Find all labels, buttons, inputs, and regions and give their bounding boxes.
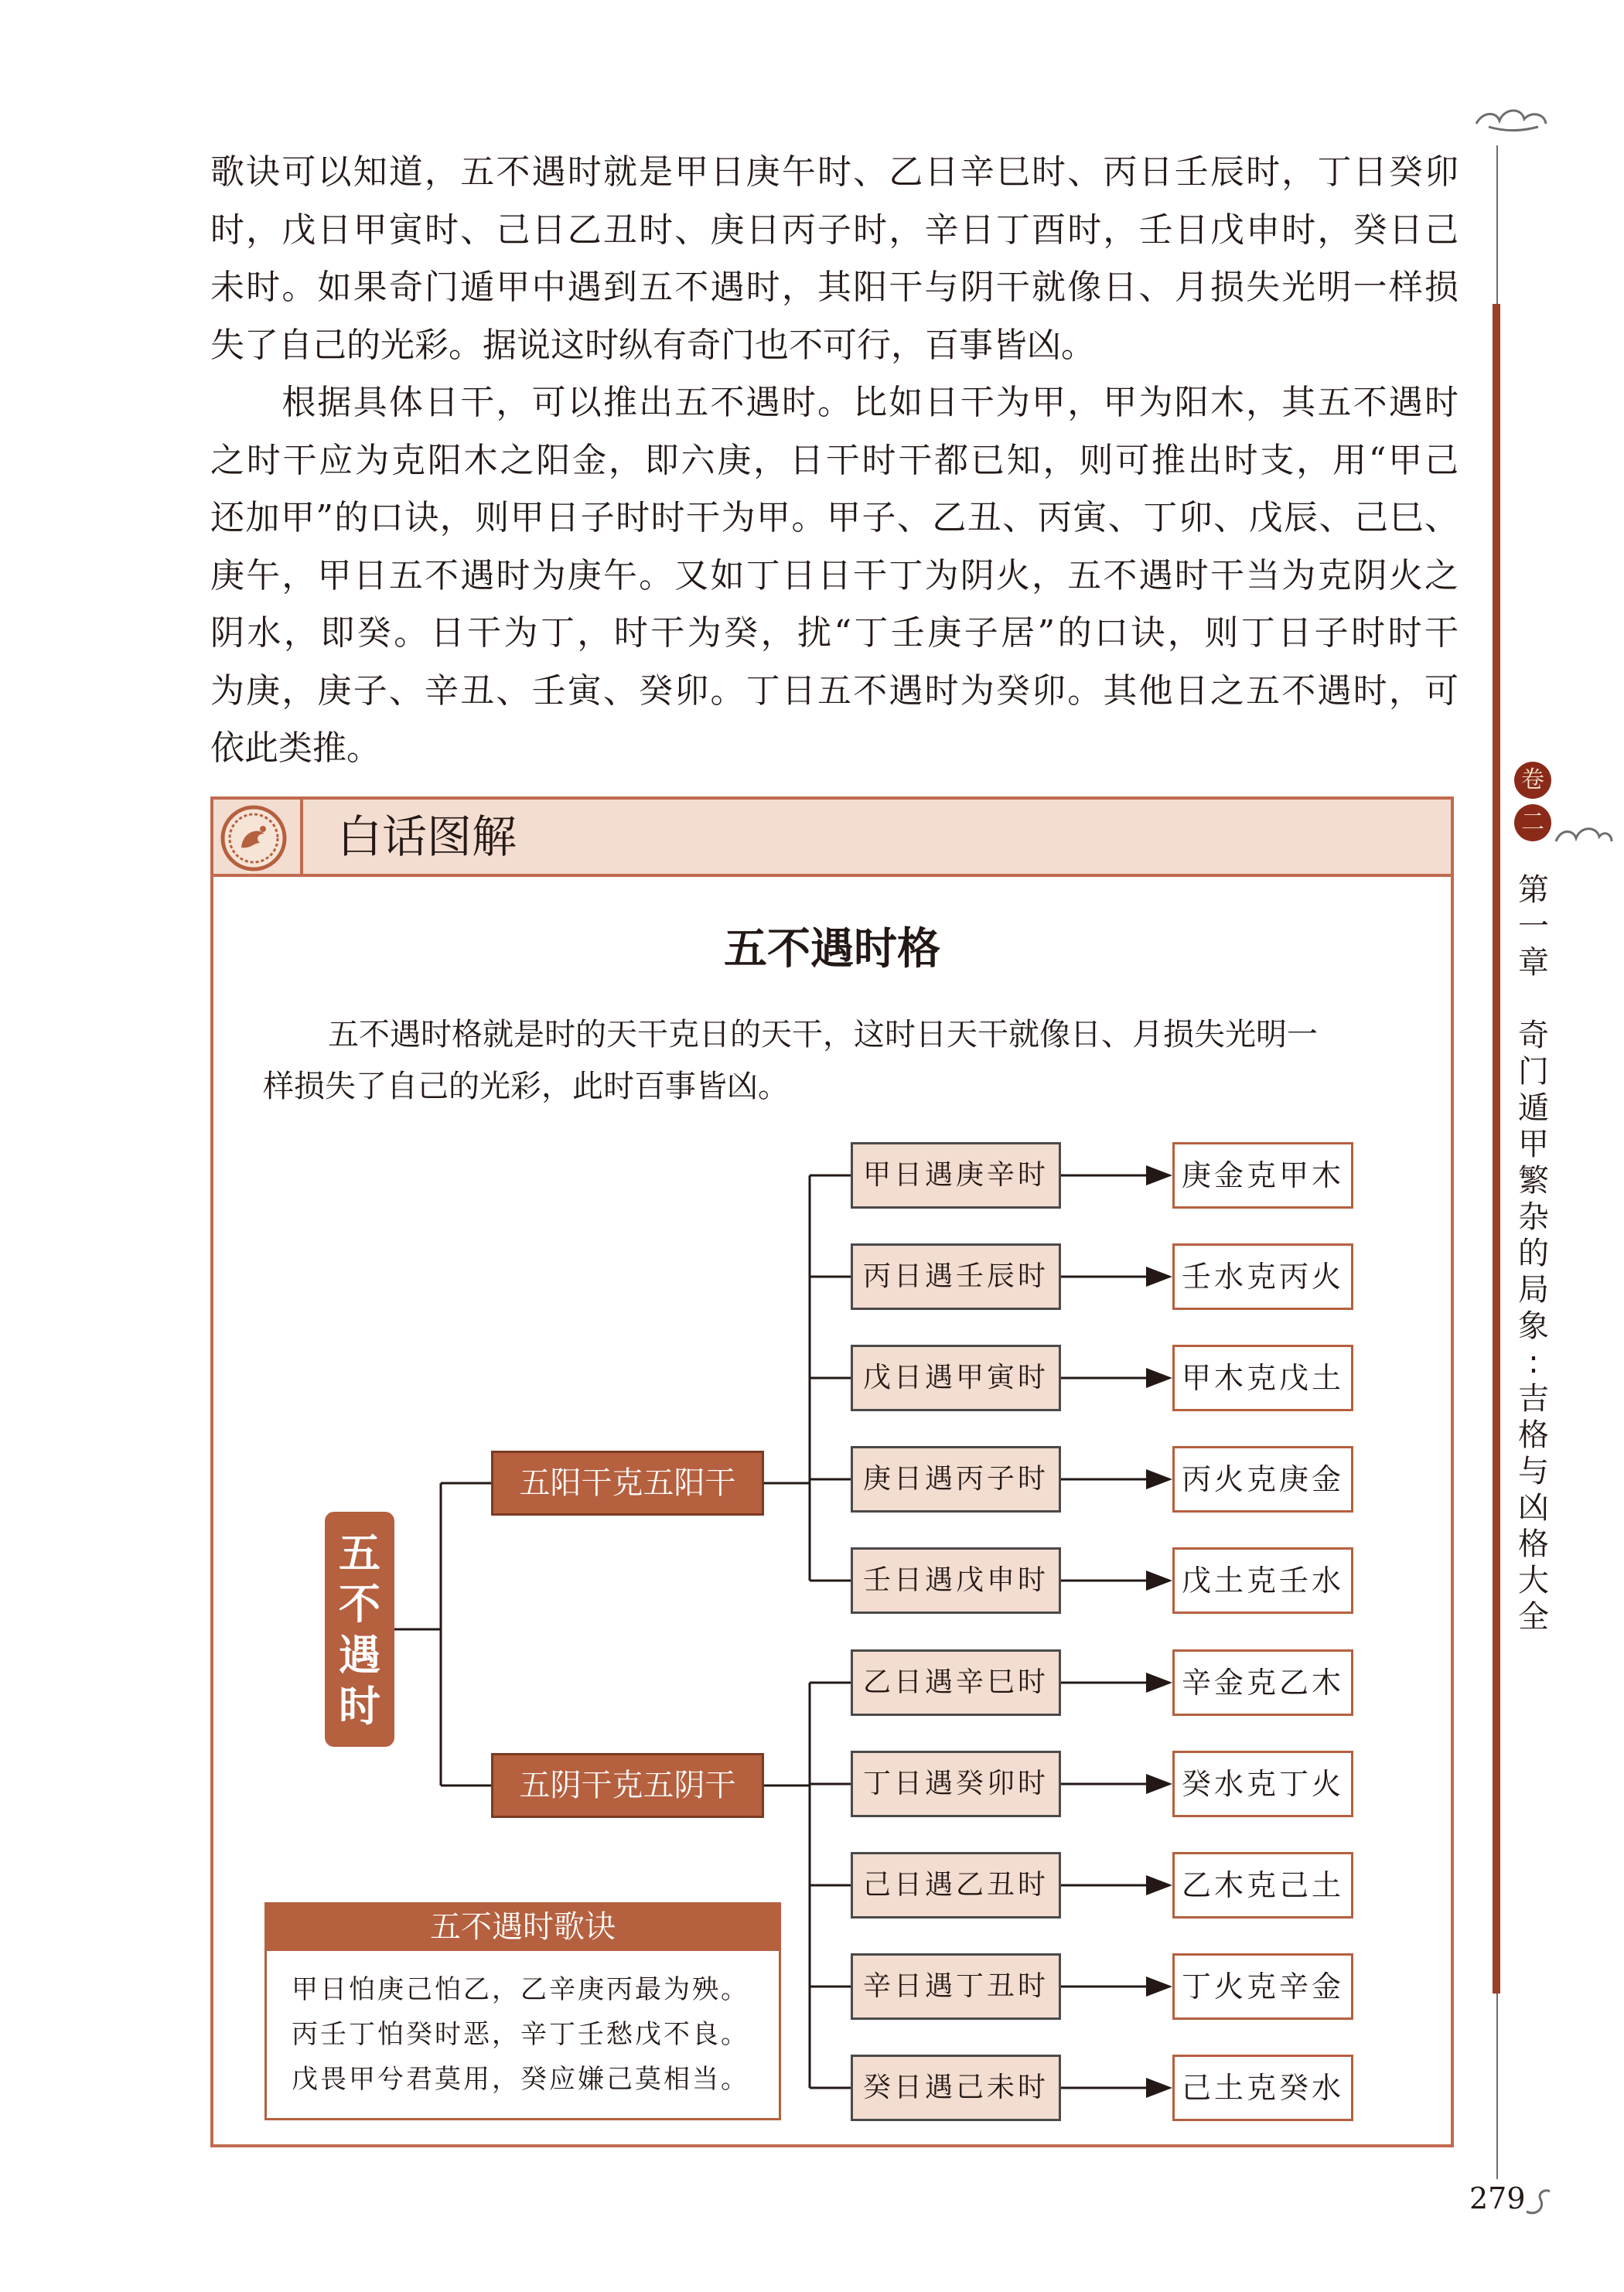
chapter-title-char: :	[1528, 1345, 1539, 1380]
arrow-icon	[1146, 1267, 1172, 1287]
arrow-icon	[1146, 1875, 1172, 1895]
root-node-char: 遇	[339, 1630, 380, 1680]
result-node: 丙火克庚金	[1172, 1446, 1353, 1513]
condition-node: 丁日遇癸卯时	[851, 1751, 1061, 1817]
page-number: 279	[1469, 2181, 1526, 2215]
verse-line: 甲日怕庚己怕乙，乙辛庚丙最为殃。	[292, 1974, 749, 2005]
condition-node: 甲日遇庚辛时	[851, 1142, 1061, 1209]
volume-badge-2: 二	[1514, 804, 1551, 841]
result-node: 辛金克乙木	[1172, 1649, 1353, 1716]
root-node-char: 五	[339, 1528, 380, 1577]
result-node: 乙木克己土	[1172, 1852, 1353, 1919]
result-node: 庚金克甲木	[1172, 1142, 1353, 1209]
root-node-char: 时	[339, 1681, 380, 1731]
figure-title: 五不遇时格	[724, 924, 940, 974]
chapter-title-char: 大	[1518, 1563, 1549, 1598]
group-node-yang: 五阳干克五阳干	[491, 1451, 764, 1516]
chapter-title-char: 第	[1518, 872, 1549, 908]
body-line: 未时。如果奇门遁甲中遇到五不遇时，其阳干与阴干就像日、月损失光明一样损	[210, 268, 1459, 307]
verse-box	[264, 1902, 781, 2120]
chapter-title-char: 吉	[1518, 1381, 1549, 1417]
condition-node: 庚日遇丙子时	[851, 1446, 1061, 1513]
figure-description: 五不遇时格就是时的天干克日的天干，这时日天干就像日、月损失光明一 样损失了自己的光彩，此时百事皆凶。	[263, 1017, 1318, 1104]
body-line: 根据具体日干，可以推出五不遇时。比如日干为甲，甲为阳木，其五不遇时	[210, 383, 1459, 422]
arrow-icon	[1146, 1165, 1172, 1185]
body-line: 阴水，即癸。日干为丁，时干为癸，扰“丁壬庚子居”的口诀，则丁日子时时干	[210, 613, 1459, 653]
body-line: 为庚，庚子、辛丑、壬寅、癸卯。丁日五不遇时为癸卯。其他日之五不遇时，可	[210, 670, 1459, 711]
condition-node: 壬日遇戊申时	[851, 1547, 1061, 1614]
arrow-icon	[1146, 2078, 1172, 2098]
arrow-icon	[1146, 1571, 1172, 1591]
arrow-icon	[1146, 1368, 1172, 1388]
result-node: 壬水克丙火	[1172, 1243, 1353, 1310]
chapter-title-char: 繁	[1518, 1163, 1549, 1199]
body-line: 时，戊日甲寅时、己日乙丑时、庚日丙子时，辛日丁酉时，壬日戊申时，癸日己	[210, 210, 1459, 250]
chapter-title-char: 奇	[1518, 1018, 1549, 1053]
page-flourish-icon	[1522, 2185, 1553, 2219]
arrow-icon	[1146, 1673, 1172, 1693]
body-line: 之时干应为克阳木之阳金，即六庚，日干时干都已知，则可推出时支，用“甲己	[210, 440, 1459, 480]
result-node: 丁火克辛金	[1172, 1953, 1353, 2020]
result-node: 甲木克戊土	[1172, 1345, 1353, 1411]
chapter-title-char: 的	[1518, 1236, 1549, 1271]
body-line: 庚午，甲日五不遇时为庚午。又如丁日日干丁为阴火，五不遇时干当为克阴火之	[210, 555, 1459, 595]
condition-node: 辛日遇丁丑时	[851, 1953, 1061, 2020]
chapter-title-char: 甲	[1518, 1127, 1549, 1162]
condition-node: 戊日遇甲寅时	[851, 1345, 1061, 1411]
body-line: 依此类推。	[210, 728, 380, 768]
chapter-title-char: 凶	[1518, 1490, 1549, 1526]
arrow-icon	[1146, 1977, 1172, 1997]
condition-node: 癸日遇己未时	[851, 2055, 1061, 2121]
arrow-icon	[1146, 1469, 1172, 1489]
verse-line: 戊畏甲兮君莫用，癸应嫌己莫相当。	[292, 2064, 749, 2095]
root-node	[325, 1512, 394, 1747]
chapter-title-char: 局	[1518, 1272, 1549, 1308]
condition-node: 乙日遇辛巳时	[851, 1649, 1061, 1716]
body-line: 失了自己的光彩。据说这时纵有奇门也不可行，百事皆凶。	[210, 325, 1095, 365]
chapter-title-char: 杂	[1518, 1199, 1549, 1235]
condition-node: 丙日遇壬辰时	[851, 1243, 1061, 1310]
arrow-icon	[1146, 1774, 1172, 1794]
chapter-title-char: 格	[1518, 1417, 1549, 1453]
result-node: 己土克癸水	[1172, 2055, 1353, 2121]
panel-title: 白话图解	[337, 810, 517, 863]
volume-badge-1: 卷	[1514, 762, 1551, 799]
root-node-char: 不	[339, 1579, 380, 1629]
chapter-title-char: 遁	[1518, 1090, 1549, 1126]
verse-line: 丙壬丁怕癸时恶，辛丁壬愁戊不良。	[292, 2019, 749, 2050]
condition-node: 己日遇乙丑时	[851, 1852, 1061, 1919]
chapter-title-char: 章	[1518, 945, 1549, 981]
chapter-title-char: 象	[1518, 1308, 1549, 1344]
verse-title: 五不遇时歌诀	[267, 1905, 779, 1951]
result-node: 癸水克丁火	[1172, 1751, 1353, 1817]
chapter-title-char: 全	[1518, 1599, 1549, 1635]
result-node: 戊土克壬水	[1172, 1547, 1353, 1614]
body-line: 还加甲”的口诀，则甲日子时时干为甲。甲子、乙丑、丙寅、丁卯、戊辰、己巳、	[210, 498, 1459, 537]
chapter-title-char: 与	[1518, 1454, 1549, 1489]
chapter-title-char: 一	[1518, 909, 1549, 944]
chapter-title-char: 格	[1518, 1526, 1549, 1562]
group-node-yin: 五阴干克五阴干	[491, 1753, 764, 1818]
chapter-title-char: 门	[1518, 1054, 1549, 1090]
body-line: 歌诀可以知道，五不遇时就是甲日庚午时、乙日辛巳时、丙日壬辰时，丁日癸卯	[210, 152, 1459, 192]
